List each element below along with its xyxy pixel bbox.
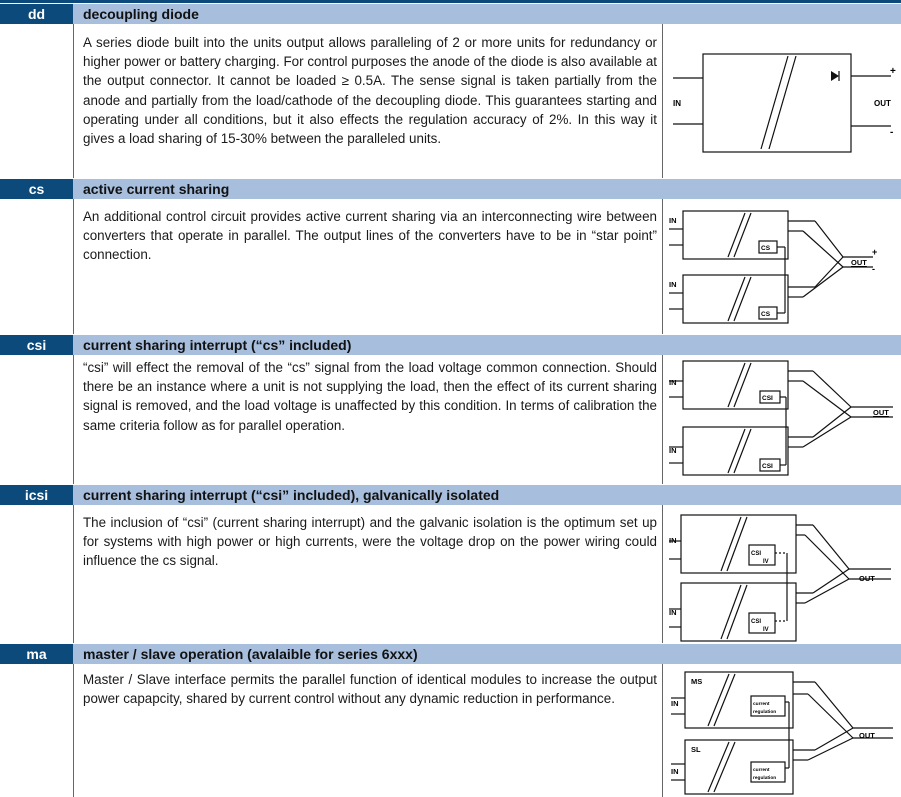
diagram-out-label: OUT (859, 574, 875, 583)
section-code: ma (0, 644, 73, 664)
section-title: current sharing interrupt (“csi” included), galvanically isolated (83, 487, 500, 503)
diagram-plus-label: + (872, 247, 878, 257)
regulation-box-label: current (753, 768, 770, 773)
section-header-dd (0, 3, 901, 24)
cs-box-label: CS (761, 245, 771, 252)
diagram-in-label: IN (669, 536, 677, 545)
section-title: active current sharing (83, 181, 230, 197)
csi-box-label: CSI (751, 551, 762, 557)
master-label: MS (691, 677, 703, 686)
column-divider (73, 505, 74, 643)
column-divider (73, 664, 74, 797)
diagram-in-label: IN (669, 216, 677, 225)
regulation-box-label: regulation (753, 776, 777, 781)
diagram-out-label: OUT (874, 99, 891, 108)
diagram-in-label: IN (673, 99, 681, 108)
section-description: “csi” will effect the removal of the “cs” signal from the load voltage common connection. Should there be an instance where a unit is not supplying the load, then the effect of its current sharing signal is removed, and the load voltage is unaffected by this condition. In terms of calibration the same criteria follow as for parallel operation. (83, 360, 657, 433)
section-header-cs (0, 178, 901, 199)
iv-box-label: IV (763, 559, 769, 565)
diagram-in-label: IN (669, 446, 677, 455)
diagram-in-label: IN (671, 767, 679, 776)
csi-box-label: CSI (762, 395, 773, 402)
regulation-box-label: regulation (753, 710, 777, 715)
isolated-current-sharing-diagram (663, 505, 901, 643)
section-code: icsi (0, 485, 73, 505)
diagram-out-label: OUT (859, 731, 875, 740)
diagram-minus-label: - (890, 127, 894, 138)
section-title: master / slave operation (avalaible for series 6xxx) (83, 646, 418, 662)
diagram-in-label: IN (669, 608, 677, 617)
section-description: The inclusion of “csi” (current sharing interrupt) and the galvanic isolation is the optimum set up for systems with high power or high currents, were the voltage drop on the power wiring could influence the cs signal. (83, 515, 657, 569)
diode-icon (831, 71, 839, 81)
diagram-minus-label: - (872, 264, 875, 274)
section-code: cs (0, 179, 73, 199)
diagram-out-label: OUT (851, 258, 867, 267)
diagram-in-label: IN (669, 378, 677, 387)
section-description: Master / Slave interface permits the parallel function of identical modules to increase the output power capapcity, shared by current control without any dynamic reduction in performance. (83, 672, 657, 707)
section-title: current sharing interrupt (“cs” included) (83, 337, 352, 353)
decoupling-diode-diagram (663, 24, 901, 178)
section-header-ma (0, 643, 901, 664)
cs-box-label: CS (761, 311, 771, 318)
regulation-box-label: current (753, 702, 770, 707)
section-code: dd (0, 4, 73, 24)
diagram-plus-label: + (890, 66, 896, 77)
column-divider (73, 199, 74, 334)
section-description: A series diode built into the units output allows paralleling of 2 or more units for redundancy or higher power or battery charging. For control purposes the anode of the diode is also available at the output connector. It cannot be loaded ≥ 0.5A. The sense signal is taken partially from the anode and partially from the load/cathode of the decoupling diode. This guarantees starting and operating under all conditions, but it also effects the regulation accuracy of 2%. In this way it gives a load sharing of 15-30% between the paralleled units. (83, 35, 657, 147)
current-sharing-diagram (663, 199, 901, 334)
iv-box-label: IV (763, 627, 769, 633)
section-description: An additional control circuit provides active current sharing via an interconnecting wire between converters that operate in parallel. The output lines of the converters have to be in “star point” connection. (83, 209, 657, 263)
slave-label: SL (691, 745, 701, 754)
section-header-icsi (0, 484, 901, 505)
master-slave-diagram (663, 664, 901, 797)
column-divider (73, 355, 74, 484)
column-divider (73, 24, 74, 178)
section-title: decoupling diode (83, 6, 199, 22)
diagram-in-label: IN (669, 280, 677, 289)
diagram-in-label: IN (671, 699, 679, 708)
diagram-out-label: OUT (873, 408, 889, 417)
csi-box-label: CSI (762, 463, 773, 470)
current-sharing-interrupt-diagram (663, 355, 901, 484)
section-header-csi (0, 334, 901, 355)
csi-box-label: CSI (751, 619, 762, 625)
section-code: csi (0, 335, 73, 355)
